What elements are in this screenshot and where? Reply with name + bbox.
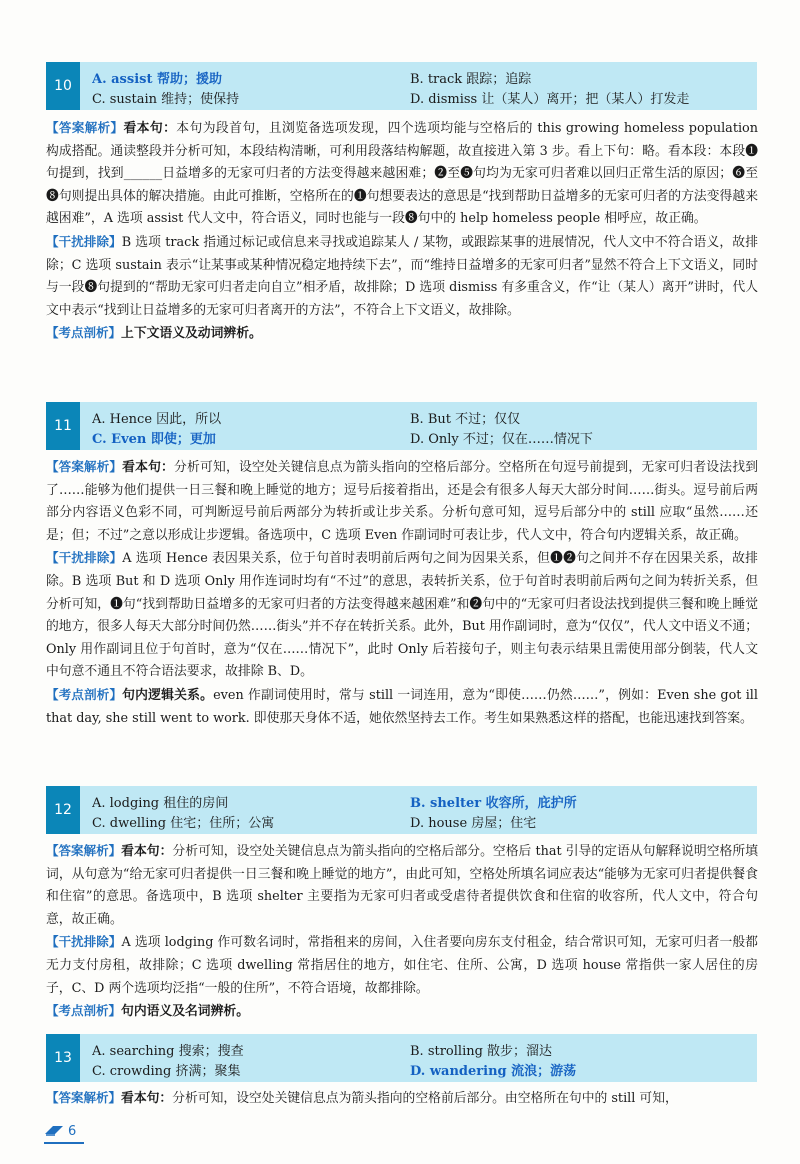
- question-13-options: [46, 1034, 757, 1082]
- key-point: 【考点剖析】句内语义及名词辨析。: [46, 1003, 249, 1020]
- answer-analysis-label: 【答案解析】: [46, 120, 124, 135]
- book-icon: [44, 1122, 64, 1140]
- option-d: D. wandering 流浪；游荡: [410, 1063, 577, 1079]
- answer-analysis: 【答案解析】看本句：分析可知，设空处关键信息点为箭头指向的空格前后部分。由空格所在句中的 still 可知，: [46, 1090, 678, 1106]
- question-10-explanation: [46, 117, 758, 346]
- key-point-label: 【考点剖析】: [46, 686, 123, 702]
- answer-analysis: 【答案解析】看本句：分析可知，设空处关键信息点为箭头指向的空格后部分。空格后 that 引导的定语从句解释说明空格所填词，从句意为“给无家可归者提供一日三餐和晚上睡觉的地方”，由此可知，空格处所填名词应表达“能够为无家可归者提供餐食和住宿”的意思。备选项中，B 选项 shelter 主要指为无家可归者或受虐待者提供饮食和住宿的收容所，代人文中，符合句意，故正确。: [46, 843, 758, 927]
- option-c: C. dwelling 住宅；住所；公寓: [92, 815, 275, 831]
- option-a: A. searching 搜索；搜查: [92, 1043, 244, 1059]
- option-d: D. Only 不过；仅在……情况下: [410, 431, 593, 447]
- option-c: C. sustain 维持；使保持: [92, 91, 240, 107]
- question-11-options: [46, 402, 757, 450]
- distractor-label: 【干扰排除】: [46, 550, 123, 566]
- option-c: C. crowding 挤满；聚集: [92, 1063, 241, 1079]
- distractor-elimination: 【干扰排除】A 选项 lodging 作可数名词时，常指租来的房间，入住者要向房东支付租金，结合常识可知，无家可归者一般都无力支付房租，故排除；C 选项 dwelling 常指居住的地方，如住宅、住所、公寓，D 选项 house 常指供一家人居住的房子，C、D 两个选项均泛指“一般的住所”，不符合语境，故都排除。: [46, 934, 758, 996]
- answer-analysis-label: 【答案解析】: [46, 843, 122, 858]
- question-12-explanation: [46, 840, 758, 1024]
- question-number: 11: [46, 402, 80, 450]
- option-a: A. Hence 因此，所以: [92, 411, 222, 427]
- option-a: A. lodging 租住的房间: [92, 795, 229, 811]
- question-11-explanation: [46, 456, 758, 730]
- answer-analysis-label: 【答案解析】: [46, 459, 123, 474]
- page-footer: [44, 1122, 76, 1140]
- question-12-options: [46, 786, 757, 834]
- option-a: A. assist 帮助；援助: [92, 71, 222, 87]
- option-b: B. track 跟踪；追踪: [410, 71, 532, 87]
- answer-analysis: 【答案解析】看本句：本句为段首句，且浏览备选项发现，四个选项均能与空格后的 this growing homeless population 构成搭配。通读整段并分析可知，本段结构清晰，可利用段落结构解题，故直接进入第 3 步。看上下句：略。看本段：本段❶句提到，找到______日益增多的无家可归者的方法变得越来越困难；❷至❺句均为无家可归者难以回归正常生活的原因；❻至❽句则提出具体的解决措施。由此可推断，空格所在的❶句想要表达的意思是“找到帮助日益增多的无家可归者的方法变得越来越困难”，A 选项 assist 代人文中，符合语义，同时也能与一段❽句中的 help homeless people 相呼应，故正确。: [46, 120, 758, 227]
- option-d: D. dismiss 让（某人）离开；把（某人）打发走: [410, 91, 690, 107]
- key-point: 【考点剖析】句内逻辑关系。even 作副词使用时，常与 still 一词连用，意为“即使……仍然……”，例如：Even she got ill that day, she still went to work. 即使那天身体不适，她依然坚持去工作。考生如果熟悉这样的搭配，也能迅速找到答案。: [46, 686, 758, 726]
- option-d: D. house 房屋；住宅: [410, 815, 537, 831]
- question-13-explanation: [46, 1087, 758, 1111]
- answer-analysis: 【答案解析】看本句：分析可知，设空处关键信息点为箭头指向的空格后部分。空格所在句逗号前提到，无家可归者设法找到了……能够为他们提供一日三餐和晚上睡觉的地方；逗号后接着指出，还是会有很多人每天大部分时间……街头。逗号前后两部分内容语义色彩不同，可判断逗号前后两部分为转折或让步关系。分析句意可知，逗号后部分中的 still 应取“虽然……还是；但；不过”之意以形成让步逻辑。备选项中，C 选项 Even 作副词时可表让步，代人文中，符合句内逻辑关系，故正确。: [46, 459, 759, 543]
- question-number: 12: [46, 786, 80, 834]
- option-b: B. shelter 收容所，庇护所: [410, 795, 577, 811]
- option-c: C. Even 即使；更加: [92, 431, 216, 447]
- distractor-label: 【干扰排除】: [46, 233, 122, 249]
- question-number: 13: [46, 1034, 80, 1082]
- distractor-elimination: 【干扰排除】A 选项 Hence 表因果关系，位于句首时表明前后两句之间为因果关系，但❶❷句之间并不存在因果关系，故排除。B 选项 But 和 D 选项 Only 用作连词时均有“不过”的意思，表转折关系，位于句首时表明前后两句之间为转折关系，但分析可知，❶句“找到帮助日益增多的无家可归者的方法变得越来越困难”和❷句中的“无家可归者设法找到提供三餐和晚上睡觉的地方，很多人每天大部分时间仍然……街头”并不存在转折关系。此外，But 用作副词时，意为“仅仅”，代人文中语义不通；Only 用作副词且位于句首时，意为“仅在……情况下”，此时 Only 后若接句子，则主句表示结果且需使用部分倒装，代人文中句意不通且不符合语法要求，故排除 B、D。: [46, 550, 758, 680]
- key-point-label: 【考点剖析】: [46, 325, 122, 341]
- question-10-options: [46, 62, 757, 110]
- distractor-elimination: 【干扰排除】B 选项 track 指通过标记或信息来寻找或追踪某人 / 某物，或跟踪某事的进展情况，代人文中不符合语义，故排除；C 选项 sustain 表示“让某事或某种情况稳定地持续下去”，而“维持日益增多的无家可归者”显然不符合上下文语义，同时与一段❽句提到的“帮助无家可归者走向自立”相矛盾，故排除；D 选项 dismiss 有多重含义，作“让（某人）离开”讲时，代人文中表示“找到让日益增多的无家可归者离开的方法”，不符合上下文语义，故排除。: [46, 233, 758, 318]
- distractor-label: 【干扰排除】: [46, 934, 122, 950]
- answer-analysis-label: 【答案解析】: [46, 1090, 122, 1105]
- option-b: B. strolling 散步；溜达: [410, 1043, 553, 1059]
- option-b: B. But 不过；仅仅: [410, 411, 521, 427]
- page-number: 6: [68, 1123, 77, 1139]
- question-number: 10: [46, 62, 80, 110]
- key-point: 【考点剖析】上下文语义及动词辨析。: [46, 325, 262, 342]
- key-point-label: 【考点剖析】: [46, 1003, 122, 1019]
